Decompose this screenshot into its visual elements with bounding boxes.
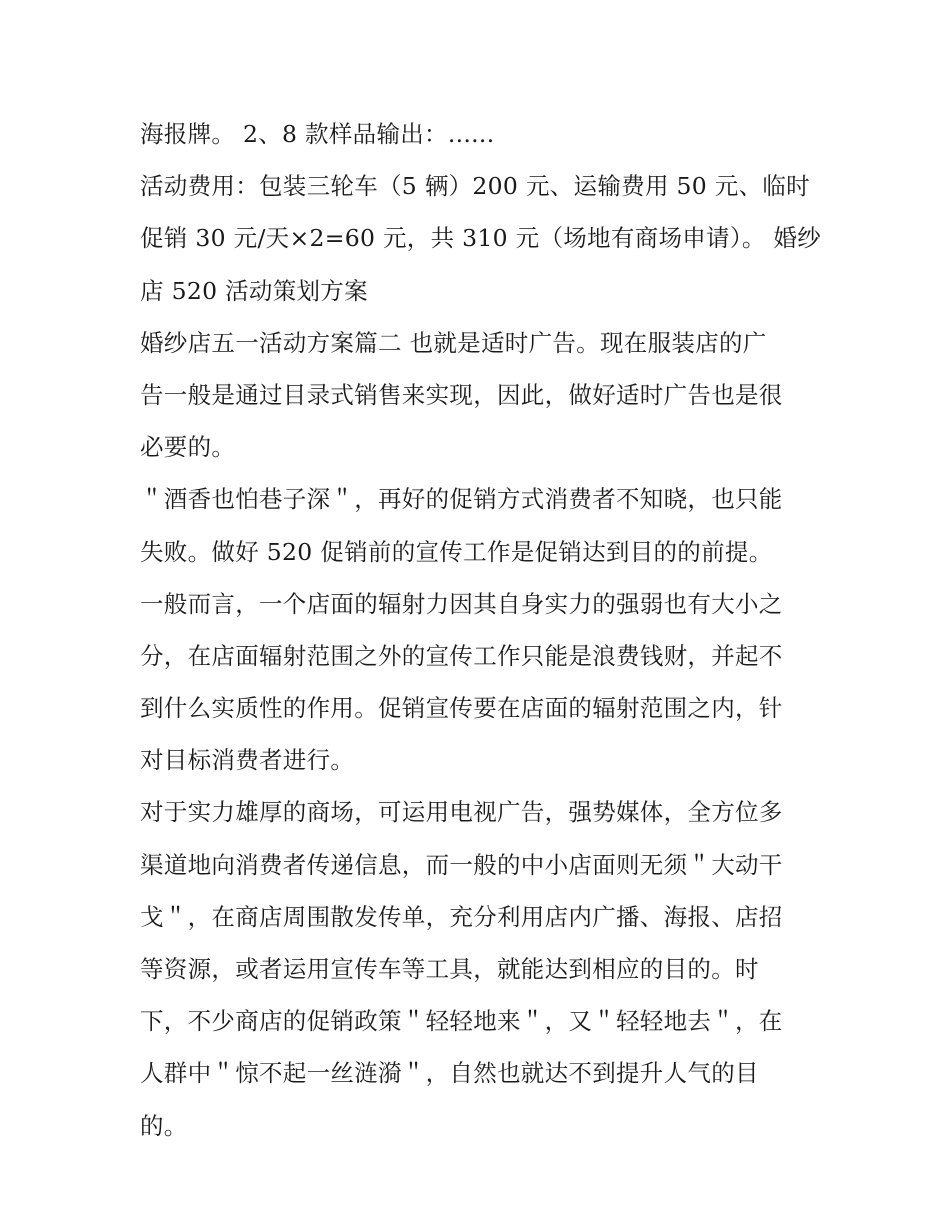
text-line: ＂酒香也怕巷子深＂，再好的促销方式消费者不知晓，也只能: [140, 485, 783, 514]
text-line: 海报牌。 2、8 款样品输出：......: [140, 120, 495, 148]
text-line: 等资源，或者运用宣传车等工具，就能达到相应的目的。时: [140, 955, 759, 983]
text-line: 分，在店面辐射范围之外的宣传工作只能是浪费钱财，并起不: [140, 641, 783, 670]
body-text: [140, 108, 822, 1152]
text-line: 对于实力雄厚的商场，可运用电视广告，强势媒体，全方位多: [140, 798, 783, 827]
text-line: 婚纱店五一活动方案篇二 也就是适时广告。现在服装店的广: [140, 328, 767, 357]
text-line: 活动费用：包装三轮车（5 辆）200 元、运输费用 50 元、临时: [140, 172, 810, 201]
text-line: 戈＂，在商店周围散发传单，充分利用店内广播、海报、店招: [140, 902, 783, 931]
text-line: 失败。做好 520 促销前的宣传工作是促销达到目的的前提。: [140, 537, 773, 566]
text-line: 必要的。: [140, 433, 236, 462]
text-line: 促销 30 元/天×2=60 元，共 310 元（场地有商场申请）。 婚纱: [140, 224, 822, 253]
text-line: 对目标消费者进行。: [140, 746, 355, 775]
text-line: 到什么实质性的作用。促销宣传要在店面的辐射范围之内，针: [140, 694, 783, 723]
text-line: 渠道地向消费者传递信息，而一般的中小店面则无须＂大动干: [140, 850, 783, 879]
text-line: 的。: [140, 1111, 188, 1140]
text-line: 人群中＂惊不起一丝涟漪＂，自然也就达不到提升人气的目: [140, 1059, 759, 1088]
text-line: 店 520 活动策划方案: [140, 276, 368, 305]
text-line: 告一般是通过目录式销售来实现，因此，做好适时广告也是很: [140, 380, 783, 409]
text-line: 下，不少商店的促销政策＂轻轻地来＂，又＂轻轻地去＂，在: [140, 1007, 783, 1036]
text-line: 一般而言，一个店面的辐射力因其自身实力的强弱也有大小之: [140, 589, 783, 618]
